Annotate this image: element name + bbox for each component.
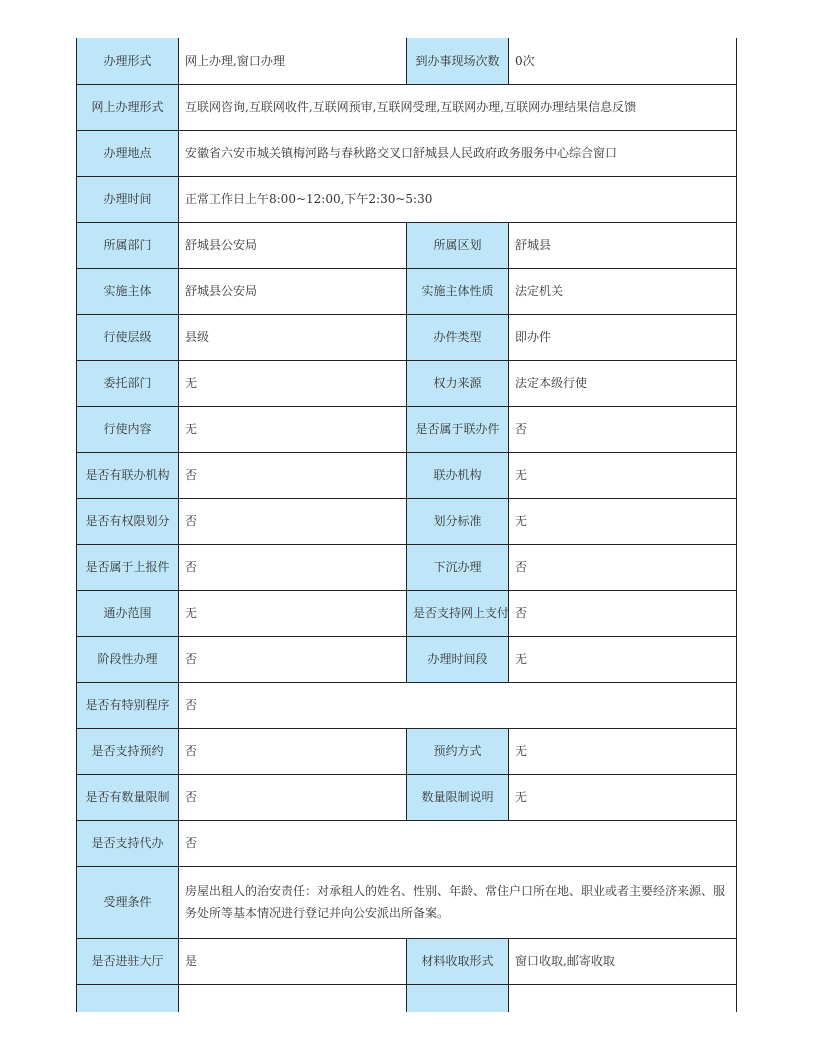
row-value: 法定机关 [509, 268, 737, 314]
service-info-table [76, 38, 737, 1012]
row-value: 否 [179, 544, 407, 590]
row-label: 预约方式 [407, 728, 509, 774]
row-label: 是否有权限划分 [77, 498, 179, 544]
row-value: 否 [179, 452, 407, 498]
row-value: 房屋出租人的治安责任：对承租人的姓名、性别、年龄、常住户口所在地、职业或者主要经济来源、服务处所等基本情况进行登记并向公安派出所备案。 [179, 866, 737, 938]
row-label: 是否有联办机构 [77, 452, 179, 498]
row-label: 是否支持代办 [77, 820, 179, 866]
row-label: 是否属于联办件 [407, 406, 509, 452]
row-value: 否 [179, 636, 407, 682]
table-row [77, 636, 737, 682]
row-value: 无 [509, 498, 737, 544]
row-label: 下沉办理 [407, 544, 509, 590]
table-row [77, 314, 737, 360]
table-row [77, 268, 737, 314]
row-label: 实施主体性质 [407, 268, 509, 314]
row-value: 否 [509, 544, 737, 590]
table-row-partial [77, 984, 737, 1012]
table-row [77, 222, 737, 268]
row-label: 办理形式 [77, 38, 179, 84]
row-value: 否 [509, 406, 737, 452]
row-value: 无 [509, 774, 737, 820]
row-label: 是否有数量限制 [77, 774, 179, 820]
row-value: 网上办理,窗口办理 [179, 38, 407, 84]
table-row [77, 544, 737, 590]
row-label: 是否有特别程序 [77, 682, 179, 728]
row-value: 互联网咨询,互联网收件,互联网预审,互联网受理,互联网办理,互联网办理结果信息反馈 [179, 84, 737, 130]
row-value: 舒城县公安局 [179, 222, 407, 268]
table-row [77, 820, 737, 866]
row-label: 委托部门 [77, 360, 179, 406]
row-value: 无 [179, 406, 407, 452]
row-value: 正常工作日上午8:00~12:00,下午2:30~5:30 [179, 176, 737, 222]
row-label: 权力来源 [407, 360, 509, 406]
table-row [77, 938, 737, 984]
row-label: 是否进驻大厅 [77, 938, 179, 984]
table-row [77, 452, 737, 498]
row-label: 所属区划 [407, 222, 509, 268]
table-row [77, 590, 737, 636]
row-label: 材料收取形式 [407, 938, 509, 984]
row-label: 数量限制说明 [407, 774, 509, 820]
row-value: 否 [179, 774, 407, 820]
row-label [407, 984, 509, 1012]
row-value: 舒城县公安局 [179, 268, 407, 314]
row-label: 办件类型 [407, 314, 509, 360]
row-label: 办理地点 [77, 130, 179, 176]
table-row [77, 728, 737, 774]
row-value: 无 [509, 636, 737, 682]
row-label: 联办机构 [407, 452, 509, 498]
row-value: 否 [179, 820, 737, 866]
table-row [77, 38, 737, 84]
row-value: 法定本级行使 [509, 360, 737, 406]
row-value: 是 [179, 938, 407, 984]
table-row [77, 498, 737, 544]
row-value: 县级 [179, 314, 407, 360]
row-label: 行使层级 [77, 314, 179, 360]
row-value: 否 [179, 498, 407, 544]
row-label: 是否支持网上支付 [407, 590, 509, 636]
row-value: 无 [509, 728, 737, 774]
row-label: 受理条件 [77, 866, 179, 938]
row-label: 所属部门 [77, 222, 179, 268]
table-row [77, 682, 737, 728]
row-label: 办理时间段 [407, 636, 509, 682]
row-label: 阶段性办理 [77, 636, 179, 682]
row-value: 舒城县 [509, 222, 737, 268]
row-value: 窗口收取,邮寄收取 [509, 938, 737, 984]
row-value: 无 [509, 452, 737, 498]
table-row [77, 360, 737, 406]
row-value: 0次 [509, 38, 737, 84]
row-label: 到办事现场次数 [407, 38, 509, 84]
row-value: 否 [179, 728, 407, 774]
row-value: 否 [509, 590, 737, 636]
row-value: 否 [179, 682, 737, 728]
table-row [77, 866, 737, 938]
row-value [179, 984, 407, 1012]
row-value: 无 [179, 590, 407, 636]
table-row [77, 84, 737, 130]
table-row [77, 774, 737, 820]
row-label: 实施主体 [77, 268, 179, 314]
table-row [77, 130, 737, 176]
row-label [77, 984, 179, 1012]
row-label: 是否属于上报件 [77, 544, 179, 590]
row-label: 是否支持预约 [77, 728, 179, 774]
row-label: 办理时间 [77, 176, 179, 222]
row-value: 即办件 [509, 314, 737, 360]
row-label: 划分标准 [407, 498, 509, 544]
row-label: 网上办理形式 [77, 84, 179, 130]
table-row [77, 176, 737, 222]
row-value: 无 [179, 360, 407, 406]
row-label: 通办范围 [77, 590, 179, 636]
row-label: 行使内容 [77, 406, 179, 452]
table-row [77, 406, 737, 452]
row-value: 安徽省六安市城关镇梅河路与春秋路交叉口舒城县人民政府政务服务中心综合窗口 [179, 130, 737, 176]
row-value [509, 984, 737, 1012]
